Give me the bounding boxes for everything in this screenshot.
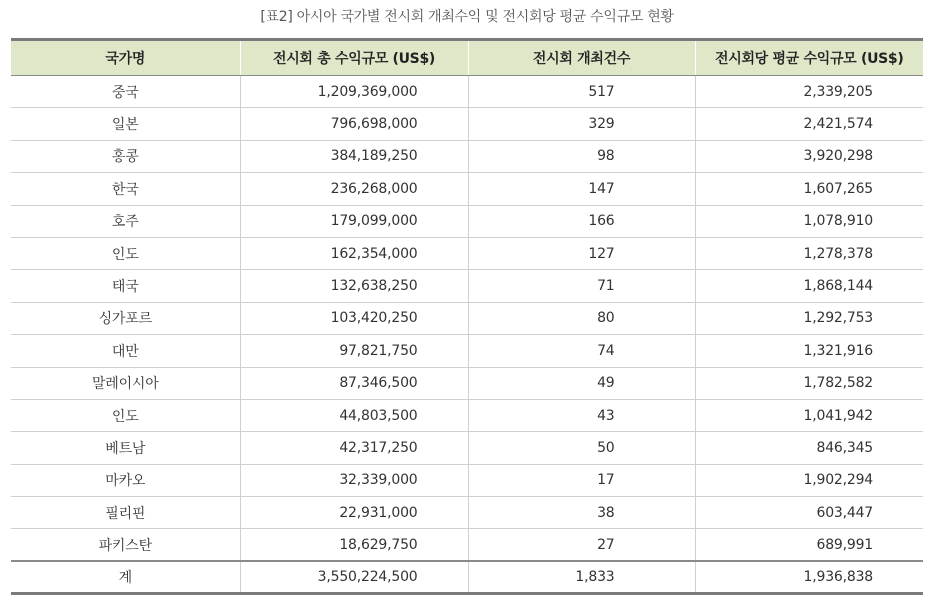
cell-average-revenue: 3,920,298 <box>695 140 923 172</box>
cell-country: 호주 <box>11 205 240 237</box>
table-row <box>11 399 923 431</box>
cell-average-revenue: 846,345 <box>695 432 923 464</box>
cell-total-revenue: 1,209,369,000 <box>240 76 468 108</box>
cell-exhibition-count: 74 <box>468 335 695 367</box>
cell-total-revenue: 384,189,250 <box>240 140 468 172</box>
cell-total-revenue: 97,821,750 <box>240 335 468 367</box>
cell-total-revenue: 87,346,500 <box>240 367 468 399</box>
table-row <box>11 335 923 367</box>
table-row <box>11 432 923 464</box>
cell-total-revenue: 22,931,000 <box>240 497 468 529</box>
table-row <box>11 302 923 334</box>
cell-total-revenue: 132,638,250 <box>240 270 468 302</box>
cell-exhibition-count: 517 <box>468 76 695 108</box>
table-row <box>11 205 923 237</box>
cell-exhibition-count: 147 <box>468 173 695 205</box>
cell-average-revenue: 603,447 <box>695 497 923 529</box>
cell-exhibition-count: 49 <box>468 367 695 399</box>
cell-exhibition-count: 43 <box>468 399 695 431</box>
table-row <box>11 464 923 496</box>
cell-average-revenue: 2,339,205 <box>695 76 923 108</box>
cell-exhibition-count: 38 <box>468 497 695 529</box>
cell-country: 중국 <box>11 76 240 108</box>
cell-average-revenue: 1,041,942 <box>695 399 923 431</box>
cell-average-revenue: 1,321,916 <box>695 335 923 367</box>
table-row <box>11 76 923 108</box>
cell-average-revenue: 1,078,910 <box>695 205 923 237</box>
table-row <box>11 367 923 399</box>
cell-exhibition-count: 27 <box>468 529 695 561</box>
header-average-revenue: 전시회당 평균 수익규모 (US$) <box>695 40 923 76</box>
cell-total-revenue: 18,629,750 <box>240 529 468 561</box>
table-total-row <box>11 561 923 593</box>
cell-country: 대만 <box>11 335 240 367</box>
cell-exhibition-count: 17 <box>468 464 695 496</box>
cell-country: 인도 <box>11 399 240 431</box>
table-row <box>11 237 923 269</box>
cell-country: 인도 <box>11 237 240 269</box>
total-average-revenue: 1,936,838 <box>695 561 923 593</box>
table-row <box>11 270 923 302</box>
cell-country: 마카오 <box>11 464 240 496</box>
table-body <box>11 76 923 594</box>
table-caption: [표2] 아시아 국가별 전시회 개최수익 및 전시회당 평균 수익규모 현황 <box>260 9 674 25</box>
cell-exhibition-count: 80 <box>468 302 695 334</box>
total-exhibition-count: 1,833 <box>468 561 695 593</box>
cell-exhibition-count: 98 <box>468 140 695 172</box>
table-row <box>11 140 923 172</box>
cell-total-revenue: 44,803,500 <box>240 399 468 431</box>
table-row <box>11 173 923 205</box>
cell-total-revenue: 162,354,000 <box>240 237 468 269</box>
cell-average-revenue: 1,607,265 <box>695 173 923 205</box>
cell-total-revenue: 179,099,000 <box>240 205 468 237</box>
total-revenue-sum: 3,550,224,500 <box>240 561 468 593</box>
cell-average-revenue: 1,782,582 <box>695 367 923 399</box>
cell-country: 홍콩 <box>11 140 240 172</box>
cell-average-revenue: 689,991 <box>695 529 923 561</box>
header-exhibition-count: 전시회 개최건수 <box>468 40 695 76</box>
cell-total-revenue: 32,339,000 <box>240 464 468 496</box>
cell-average-revenue: 1,292,753 <box>695 302 923 334</box>
cell-exhibition-count: 50 <box>468 432 695 464</box>
total-label: 계 <box>11 561 240 593</box>
cell-average-revenue: 1,278,378 <box>695 237 923 269</box>
revenue-table-container <box>11 38 923 595</box>
table-row <box>11 497 923 529</box>
cell-country: 필리핀 <box>11 497 240 529</box>
cell-country: 싱가포르 <box>11 302 240 334</box>
cell-country: 말레이시아 <box>11 367 240 399</box>
cell-average-revenue: 1,868,144 <box>695 270 923 302</box>
cell-exhibition-count: 71 <box>468 270 695 302</box>
cell-exhibition-count: 329 <box>468 108 695 140</box>
cell-total-revenue: 236,268,000 <box>240 173 468 205</box>
cell-country: 일본 <box>11 108 240 140</box>
table-header-row <box>11 40 923 76</box>
cell-total-revenue: 42,317,250 <box>240 432 468 464</box>
cell-average-revenue: 1,902,294 <box>695 464 923 496</box>
cell-country: 파키스탄 <box>11 529 240 561</box>
cell-country: 한국 <box>11 173 240 205</box>
header-total-revenue: 전시회 총 수익규모 (US$) <box>240 40 468 76</box>
cell-total-revenue: 796,698,000 <box>240 108 468 140</box>
cell-country: 베트남 <box>11 432 240 464</box>
cell-country: 태국 <box>11 270 240 302</box>
table-row <box>11 108 923 140</box>
table-row <box>11 529 923 561</box>
cell-total-revenue: 103,420,250 <box>240 302 468 334</box>
cell-exhibition-count: 127 <box>468 237 695 269</box>
cell-average-revenue: 2,421,574 <box>695 108 923 140</box>
cell-exhibition-count: 166 <box>468 205 695 237</box>
revenue-table <box>11 38 923 595</box>
header-country: 국가명 <box>11 40 240 76</box>
